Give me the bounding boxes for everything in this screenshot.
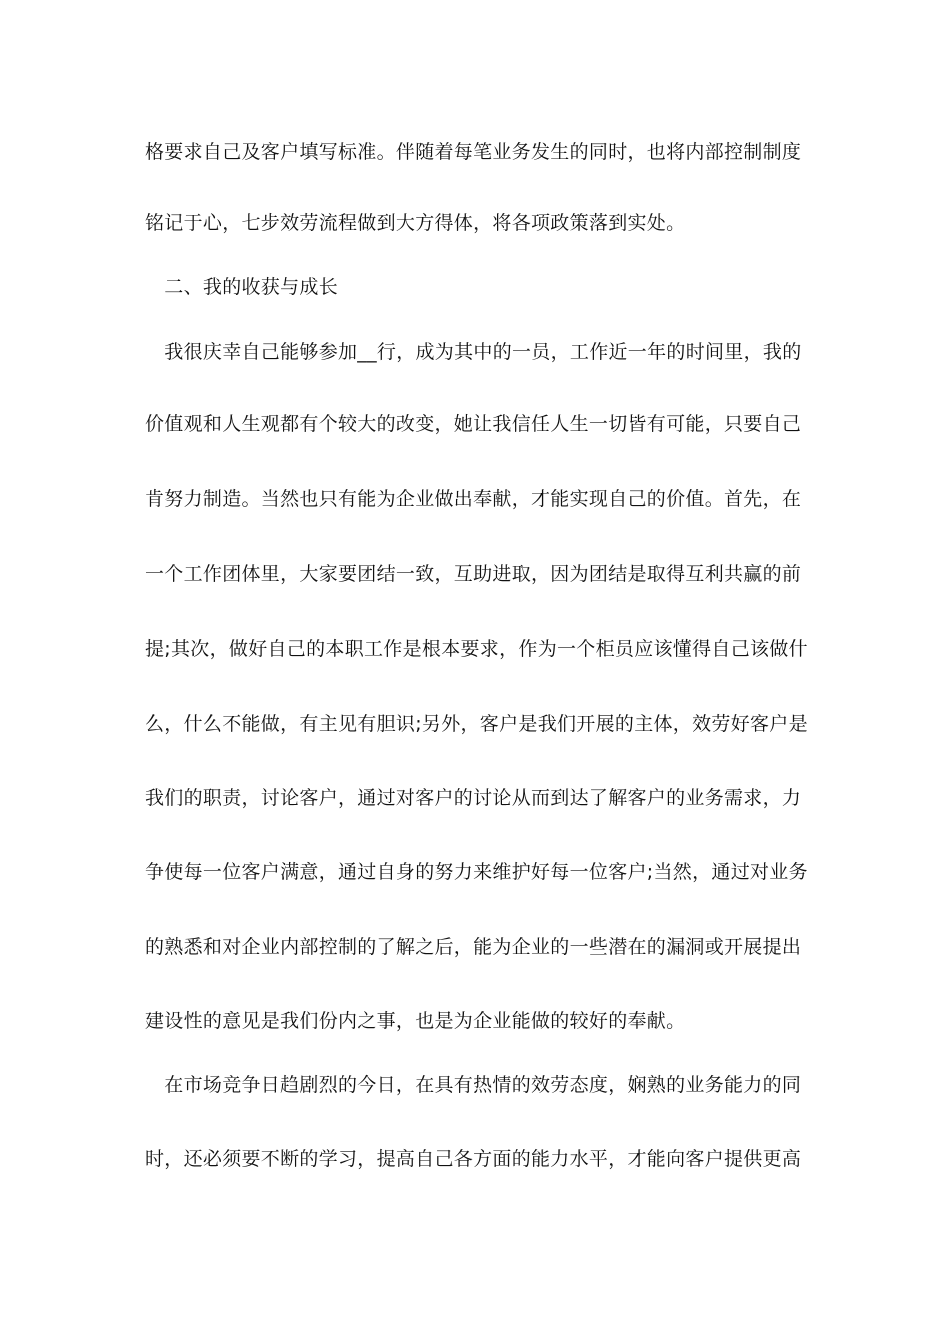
text-line: 在市场竞争日趋剧烈的今日，在具有热情的效劳态度，娴熟的业务能力的同 xyxy=(145,1074,802,1096)
section-heading: 二、我的收获与成长 xyxy=(145,276,339,298)
text-line: 争使每一位客户满意，通过自身的努力来维护好每一位客户;当然，通过对业务 xyxy=(145,861,808,883)
text-line: 格要求自己及客户填写标准。伴随着每笔业务发生的同时，也将内部控制制度 xyxy=(145,141,802,163)
text-line: 肯努力制造。当然也只有能为企业做出奉献，才能实现自己的价值。首先，在 xyxy=(145,488,802,510)
text-line: 铭记于心，七步效劳流程做到大方得体，将各项政策落到实处。 xyxy=(145,212,686,234)
text-line: 时，还必须要不断的学习，提高自己各方面的能力水平，才能向客户提供更高 xyxy=(145,1148,802,1170)
text-line: 的熟悉和对企业内部控制的了解之后，能为企业的一些潜在的漏洞或开展提出 xyxy=(145,936,802,958)
text-line: 我们的职责，讨论客户，通过对客户的讨论从而到达了解客户的业务需求，力 xyxy=(145,787,802,809)
text-line: 价值观和人生观都有个较大的改变，她让我信任人生一切皆有可能，只要自己 xyxy=(145,413,802,435)
text-line: 提;其次，做好自己的本职工作是根本要求，作为一个柜员应该懂得自己该做什 xyxy=(145,638,808,660)
text-line: 一个工作团体里，大家要团结一致，互助进取，因为团结是取得互利共赢的前 xyxy=(145,563,802,585)
text-line: 么，什么不能做，有主见有胆识;另外，客户是我们开展的主体，效劳好客户是 xyxy=(145,713,808,735)
text-line: 我很庆幸自己能够参加__行，成为其中的一员，工作近一年的时间里，我的 xyxy=(145,341,802,363)
text-line: 建设性的意见是我们份内之事，也是为企业能做的较好的奉献。 xyxy=(145,1010,686,1032)
